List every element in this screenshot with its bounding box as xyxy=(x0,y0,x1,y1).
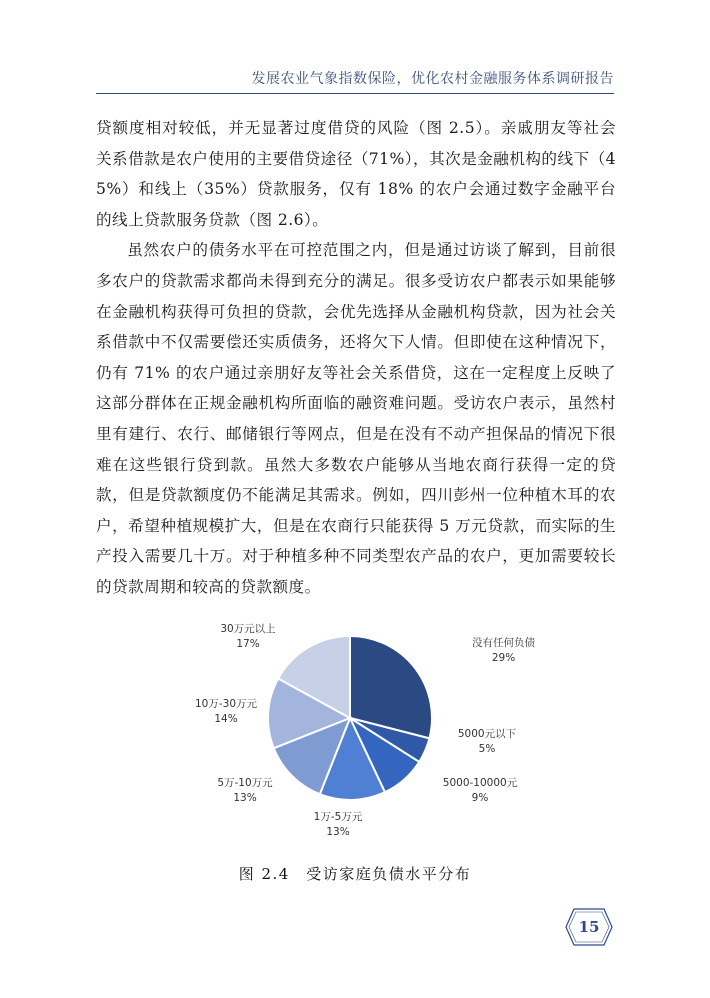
slice-category-label: 5000-10000元 xyxy=(442,777,518,789)
slice-category-label: 1万-5万元 xyxy=(313,811,363,823)
slice-percent-label: 14% xyxy=(214,713,238,725)
page-number: 15 xyxy=(578,918,600,936)
figure-caption: 图 2.4 受访家庭负债水平分布 xyxy=(238,865,472,883)
slice-percent-label: 17% xyxy=(236,638,260,650)
paragraph-1: 贷额度相对较低，并无显著过度借贷的风险（图 2.5）。亲戚朋友等社会关系借款是农户使用的主要借贷途径（71%），其次是金融机构的线下（45%）和线上（35%）贷款服务，仅有 18% 的农户会通过数字金融平台的线上贷款服务贷款（图 2.6）。 xyxy=(96,119,616,229)
debt-level-pie-chart xyxy=(150,612,560,852)
page-number-badge xyxy=(564,907,614,947)
running-header: 发展农业气象指数保险，优化农村金融服务体系调研报告 xyxy=(251,71,614,87)
slice-percent-label: 13% xyxy=(326,826,350,838)
header-divider xyxy=(96,93,614,94)
slice-category-label: 没有任何负债 xyxy=(472,637,535,649)
slice-category-label: 10万-30万元 xyxy=(194,698,258,710)
slice-percent-label: 5% xyxy=(478,743,496,755)
slice-category-label: 5000元以下 xyxy=(457,728,517,740)
slice-category-label: 30万元以上 xyxy=(220,623,276,635)
slice-category-label: 5万-10万元 xyxy=(217,777,273,789)
pie-chart-svg xyxy=(150,612,560,852)
slice-percent-label: 9% xyxy=(471,792,489,804)
slice-percent-label: 13% xyxy=(233,792,257,804)
body-text xyxy=(96,113,616,603)
slice-percent-label: 29% xyxy=(491,652,516,664)
paragraph-2: 虽然农户的债务水平在可控范围之内，但是通过访谈了解到，目前很多农户的贷款需求都尚未得到充分的满足。很多受访农户都表示如果能够在金融机构获得可负担的贷款，会优先选择从金融机构贷款，因为社会关系借款中不仅需要偿还实质债务，还将欠下人情。但即使在这种情况下，仍有 71% 的农户通过亲朋好友等社会关系借贷，这在一定程度上反映了这部分群体在正规金融机构所面临的融资难问题。受访农户表示，虽然村里有建行、农行、邮储银行等网点，但是在没有不动产担保品的情况下很难在这些银行贷到款。虽然大多数农户能够从当地农商行获得一定的贷款，但是贷款额度仍不能满足其需求。例如，四川彭州一位种植木耳的农户，希望种植规模扩大，但是在农商行只能获得 5 万元贷款，而实际的生产投入需要几十万。对于种植多种不同类型农产品的农户，更加需要较长的贷款周期和较高的贷款额度。 xyxy=(96,241,616,596)
